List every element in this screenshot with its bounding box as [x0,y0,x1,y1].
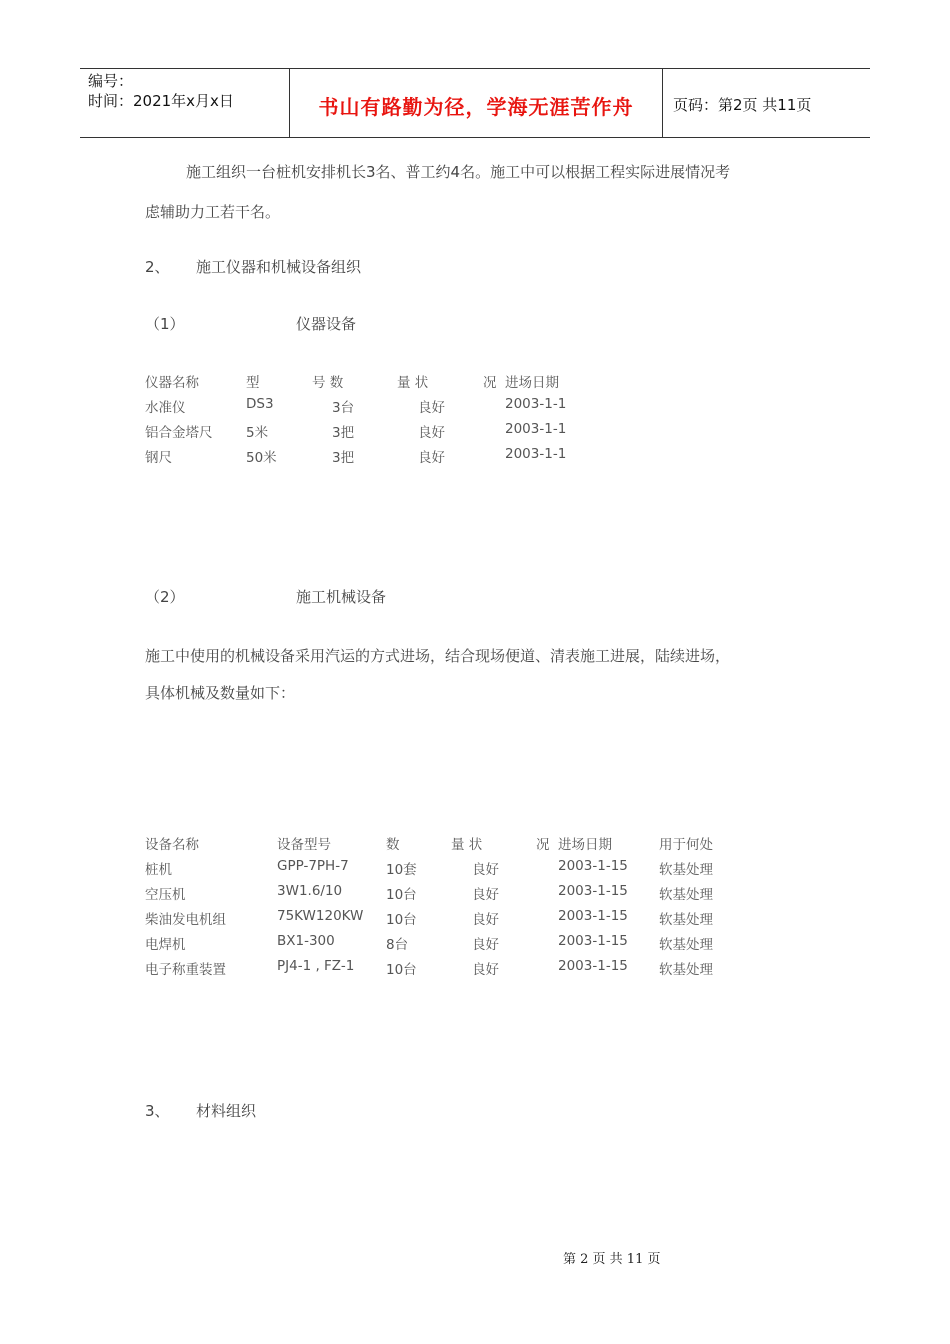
page-footer: 第 2 页 共 11 页 [563,1252,661,1267]
machine-status: 良好 [472,962,499,978]
machine-model: BX1-300 [277,933,335,949]
machinery-header-usage: 用于何处 [659,837,713,853]
header-page-number: 页码：第2页 共11页 [673,95,812,114]
machine-usage: 软基处理 [659,887,713,903]
machine-name: 电子称重装置 [145,962,226,978]
machinery-header-quantity: 数 [386,837,400,853]
header-motto [290,69,663,137]
machine-name: 空压机 [145,887,186,903]
machine-status: 良好 [472,862,499,878]
machine-status: 良好 [472,912,499,928]
machine-model: PJ4-1 , FZ-1 [277,958,355,974]
instrument-model: 5米 [246,425,269,441]
machine-quantity: 10台 [386,962,417,978]
instrument-date: 2003-1-1 [505,421,567,437]
motto-text: 书山有路勤为径，学海无涯苦作舟 [318,94,634,119]
instrument-name: 铝合金塔尺 [145,425,213,441]
instruments-header-name: 仪器名称 [145,375,199,391]
instrument-model: DS3 [246,396,274,412]
subsection-1-number: （1） [145,315,185,333]
document-number-label: 编号： [88,72,134,90]
machinery-header-date: 进场日期 [558,837,612,853]
machine-usage: 软基处理 [659,937,713,953]
instrument-name: 水准仪 [145,400,186,416]
instrument-date: 2003-1-1 [505,446,567,462]
machine-name: 桩机 [145,862,172,878]
machinery-text-line-2: 具体机械及数量如下： [145,684,296,702]
machine-quantity: 10套 [386,862,417,878]
instruments-header-model: 型 [246,375,260,391]
instruments-header-condition: 况 [483,375,497,391]
instrument-status: 良好 [418,450,445,466]
machine-date: 2003-1-15 [558,958,628,974]
instruments-header-quantity: 号 数 [312,375,344,391]
machine-usage: 软基处理 [659,962,713,978]
instruments-header-date: 进场日期 [505,375,559,391]
instrument-quantity: 3把 [332,425,355,441]
machine-status: 良好 [472,887,499,903]
machine-name: 电焊机 [145,937,186,953]
machinery-header-condition: 况 [536,837,550,853]
machine-date: 2003-1-15 [558,933,628,949]
machine-quantity: 8台 [386,937,409,953]
document-date: 时间：2021年x月x日 [88,92,234,110]
machine-date: 2003-1-15 [558,883,628,899]
instrument-quantity: 3把 [332,450,355,466]
machine-usage: 软基处理 [659,912,713,928]
machinery-header-model: 设备型号 [277,837,331,853]
section-2-title: 施工仪器和机械设备组织 [196,258,362,276]
subsection-1-title: 仪器设备 [296,315,357,333]
machine-model: GPP-7PH-7 [277,858,349,874]
machinery-header-status: 量 状 [451,837,483,853]
instrument-status: 良好 [418,400,445,416]
machine-date: 2003-1-15 [558,858,628,874]
section-3-title: 材料组织 [196,1102,257,1120]
instrument-name: 钢尺 [145,450,172,466]
instrument-quantity: 3台 [332,400,355,416]
machine-name: 柴油发电机组 [145,912,226,928]
intro-line-2: 虑辅助力工若干名。 [145,203,281,221]
machine-model: 3W1.6/10 [277,883,343,899]
machine-model: 75KW120KW [277,908,364,924]
instrument-status: 良好 [418,425,445,441]
machine-status: 良好 [472,937,499,953]
instrument-date: 2003-1-1 [505,396,567,412]
machine-date: 2003-1-15 [558,908,628,924]
section-2-number: 2、 [145,258,170,276]
subsection-2-title: 施工机械设备 [296,588,387,606]
machine-quantity: 10台 [386,912,417,928]
subsection-2-number: （2） [145,588,185,606]
page-header [80,68,870,138]
machine-quantity: 10台 [386,887,417,903]
section-3-number: 3、 [145,1102,170,1120]
machinery-text-line-1: 施工中使用的机械设备采用汽运的方式进场，结合现场便道、清表施工进展，陆续进场， [145,647,731,665]
intro-line-1: 施工组织一台桩机安排机长3名、普工约4名。施工中可以根据工程实际进展情况考 [186,163,731,181]
header-info [80,69,290,137]
instrument-model: 50米 [246,450,277,466]
instruments-header-status: 量 状 [397,375,429,391]
machine-usage: 软基处理 [659,862,713,878]
machinery-header-name: 设备名称 [145,837,199,853]
